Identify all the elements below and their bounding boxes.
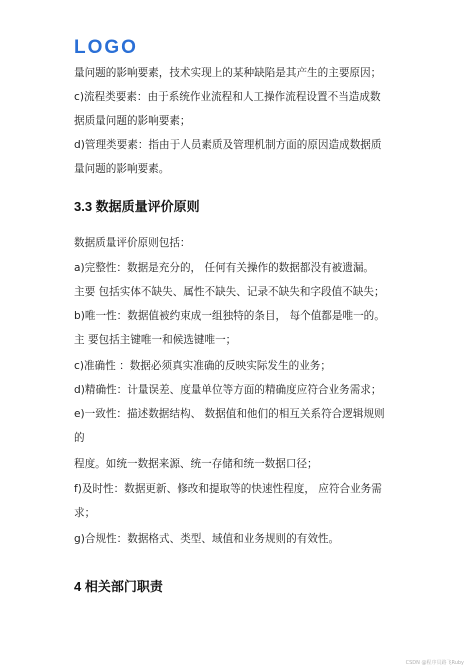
list-item-completeness: a)完整性：数据是充分的， 任何有关操作的数据都没有被遗漏。 — [74, 262, 375, 274]
paragraph-line: d)管理类要素：指由于人员素质及管理机制方面的原因造成数据质 — [74, 139, 382, 151]
paragraph-line: 据质量问题的影响要素； — [74, 115, 191, 127]
paragraph-line: 求； — [74, 507, 96, 519]
list-item-accuracy: c)准确性 ：数据必须真实准确的反映实际发生的业务； — [74, 360, 331, 372]
paragraph-line: 量问题的影响要素，技术实现上的某种缺陷是其产生的主要原因； — [74, 67, 382, 79]
paragraph-line: 程度。如统一数据来源、统一存储和统一数据口径； — [74, 458, 318, 470]
paragraph-line: 主要 包括实体不缺失、属性不缺失、记录不缺失和字段值不缺失； — [74, 286, 385, 298]
paragraph-line: 主 要包括主键唯一和候选键唯一； — [74, 334, 237, 346]
paragraph-line: c)流程类要素：由于系统作业流程和人工操作流程设置不当造成数 — [74, 91, 381, 103]
list-item-uniqueness: b)唯一性：数据值被约束成一组独特的条目， 每个值都是唯一的。 — [74, 310, 385, 322]
logo: LOGO — [74, 37, 138, 58]
paragraph-line: 数据质量评价原则包括： — [74, 237, 191, 249]
watermark: CSDN @程序员路飞Ruby — [405, 660, 464, 666]
paragraph-line: 量问题的影响要素。 — [74, 163, 170, 175]
list-item-consistency: e)一致性：描述数据结构、 数据值和他们的相互关系符合逻辑规则 — [74, 408, 385, 420]
section-heading-3-3: 3.3 数据质量评价原则 — [74, 199, 200, 214]
section-heading-4: 4 相关部门职责 — [74, 579, 163, 594]
list-item-precision: d)精确性：计量误差、度量单位等方面的精确度应符合业务需求； — [74, 384, 382, 396]
paragraph-line: 的 — [74, 432, 85, 444]
list-item-compliance: g)合规性：数据格式、类型、域值和业务规则的有效性。 — [74, 533, 340, 545]
list-item-timeliness: f)及时性：数据更新、修改和提取等的快速性程度， 应符合业务需 — [74, 483, 382, 495]
